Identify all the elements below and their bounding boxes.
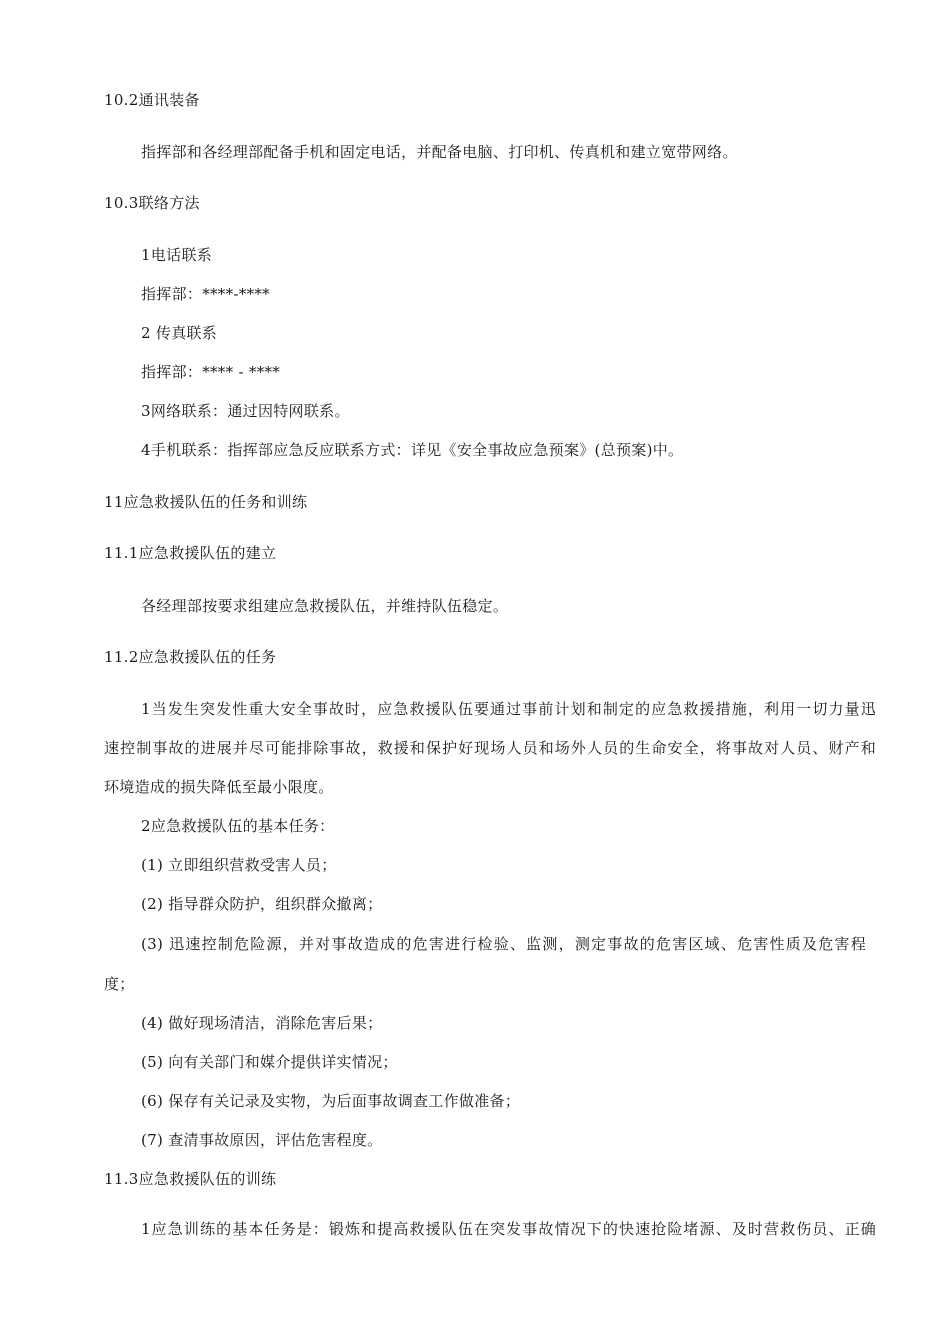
task-item: (3) 迅速控制危险源，并对事故造成的危害进行检验、监测，测定事故的危害区域、危害性质及危害程 <box>141 935 866 953</box>
list-item: 2 传真联系 <box>141 324 218 342</box>
task-item: (7) 查清事故原因，评估危害程度。 <box>141 1131 383 1149</box>
paragraph: 指挥部和各经理部配备手机和固定电话，并配备电脑、打印机、传真机和建立宽带网络。 <box>141 143 738 161</box>
paragraph-line: 1当发生突发性重大安全事故时，应急救援队伍要通过事前计划和制定的应急救援措施，利用一切力量迅 <box>141 700 876 718</box>
task-item: (5) 向有关部门和媒介提供详实情况； <box>141 1053 398 1071</box>
list-item-value: 指挥部：****-**** <box>141 285 270 303</box>
heading-10-3: 10.3联络方法 <box>104 194 200 212</box>
paragraph-line: 环境造成的损失降低至最小限度。 <box>104 778 334 796</box>
paragraph-line: 速控制事故的进展并尽可能排除事故，救援和保护好现场人员和场外人员的生命安全，将事故对人员、财产和 <box>104 739 876 757</box>
task-item-continuation: 度； <box>104 975 135 993</box>
paragraph-line: 1应急训练的基本任务是：锻炼和提高救援队伍在突发事故情况下的快速抢险堵源、及时营救伤员、正确 <box>141 1220 876 1238</box>
heading-11-2: 11.2应急救援队伍的任务 <box>104 648 277 666</box>
list-item: 4手机联系：指挥部应急反应联系方式：详见《安全事故应急预案》(总预案)中。 <box>141 441 684 459</box>
heading-11-3: 11.3应急救援队伍的训练 <box>104 1170 277 1188</box>
task-item: (2) 指导群众防护，组织群众撤离； <box>141 895 383 913</box>
paragraph: 各经理部按要求组建应急救援队伍，并维持队伍稳定。 <box>141 597 509 615</box>
list-item: 1电话联系 <box>141 246 213 264</box>
task-item: (6) 保存有关记录及实物，为后面事故调查工作做准备； <box>141 1092 521 1110</box>
heading-11-1: 11.1应急救援队伍的建立 <box>104 544 277 562</box>
list-item-value: 指挥部：**** - **** <box>141 363 281 381</box>
paragraph: 2应急救援队伍的基本任务： <box>141 817 335 835</box>
task-item: (4) 做好现场清洁，消除危害后果； <box>141 1014 383 1032</box>
task-item: (1) 立即组织营救受害人员； <box>141 856 337 874</box>
heading-10-2: 10.2通讯装备 <box>104 91 200 109</box>
heading-11: 11应急救援队伍的任务和训练 <box>104 493 308 511</box>
list-item: 3网络联系：通过因特网联系。 <box>141 402 350 420</box>
